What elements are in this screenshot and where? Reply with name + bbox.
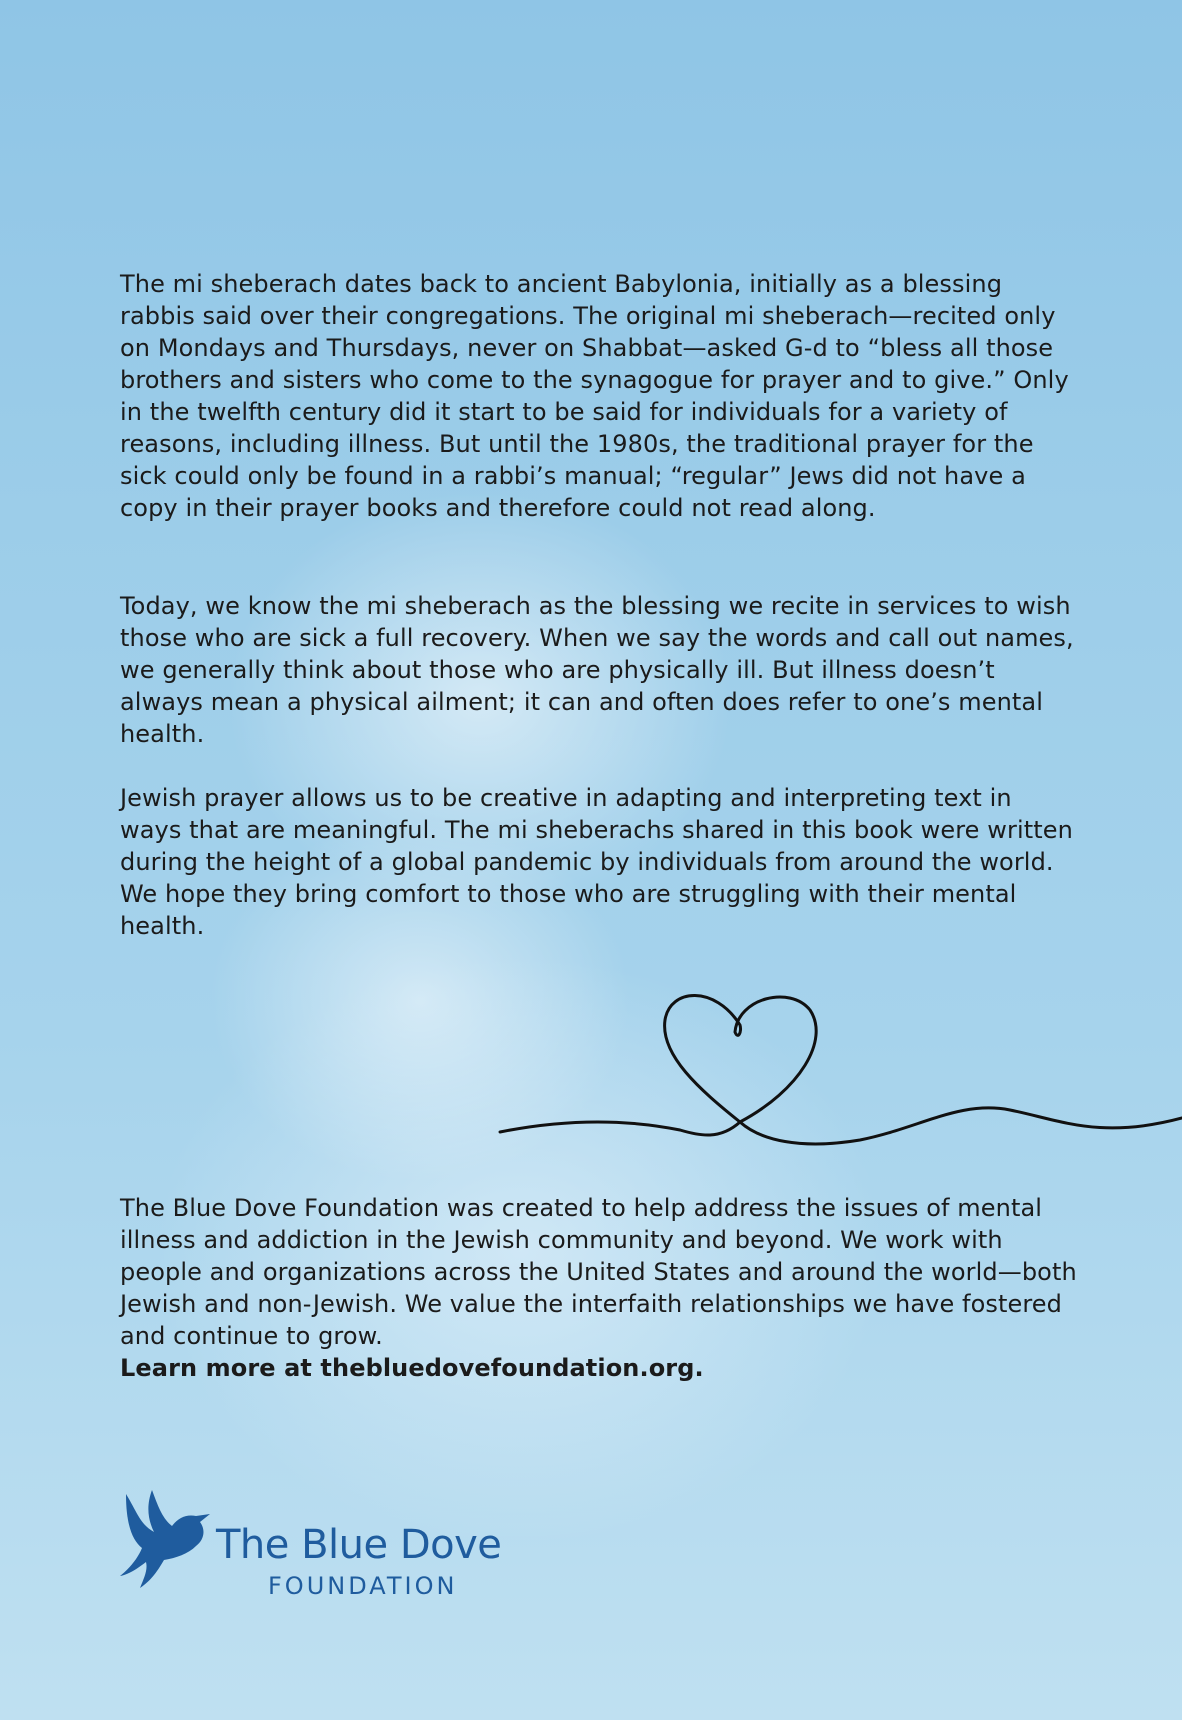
logo-wordmark: The Blue Dove <box>216 1522 502 1568</box>
today-paragraph: Today, we know the mi sheberach as the blessing we recite in services to wish those who are sick a full recovery. When we say the words and call out names, we generally think about those who are physically ill. But illness doesn’t always mean a physical ailment; it can and often does refer to one’s mental health. <box>120 592 1074 748</box>
history-paragraph: The mi sheberach dates back to ancient Babylonia, initially as a blessing rabbis said over their congregations. The original mi sheberach—recited only on Mondays and Thursdays, never on Shabbat—asked G-d to “bless all those brothers and sisters who come to the synagogue for prayer and to give.” Only in the twelfth century did it start to be said for individuals for a variety of reasons, including illness. But until the 1980s, the traditional prayer for the sick could only be found in a rabbi’s manual; “regular” Jews did not have a copy in their prayer books and therefore could not read along. <box>120 270 1069 522</box>
heart-line-icon <box>0 980 1182 1160</box>
dove-icon <box>118 1484 218 1594</box>
learn-more-link[interactable]: Learn more at thebluedovefoundation.org. <box>120 1354 704 1382</box>
foundation-description: The Blue Dove Foundation was created to help address the issues of mental illness and addiction in the Jewish community and beyond. We work with people and organizations across the United States and around the world—both Jewish and non-Jewish. We value the interfaith relationships we have fostered and continue to grow. <box>120 1194 1077 1350</box>
foundation-paragraph <box>120 1192 1080 1384</box>
logo-subtitle: FOUNDATION <box>268 1572 458 1600</box>
foundation-logo <box>118 1484 538 1604</box>
creative-prayer-paragraph: Jewish prayer allows us to be creative in adapting and interpreting text in ways that are meaningful. The mi sheberachs shared in this book were written during the height of a global pandemic by individuals from around the world. We hope they bring comfort to those who are struggling with their mental health. <box>120 784 1073 940</box>
